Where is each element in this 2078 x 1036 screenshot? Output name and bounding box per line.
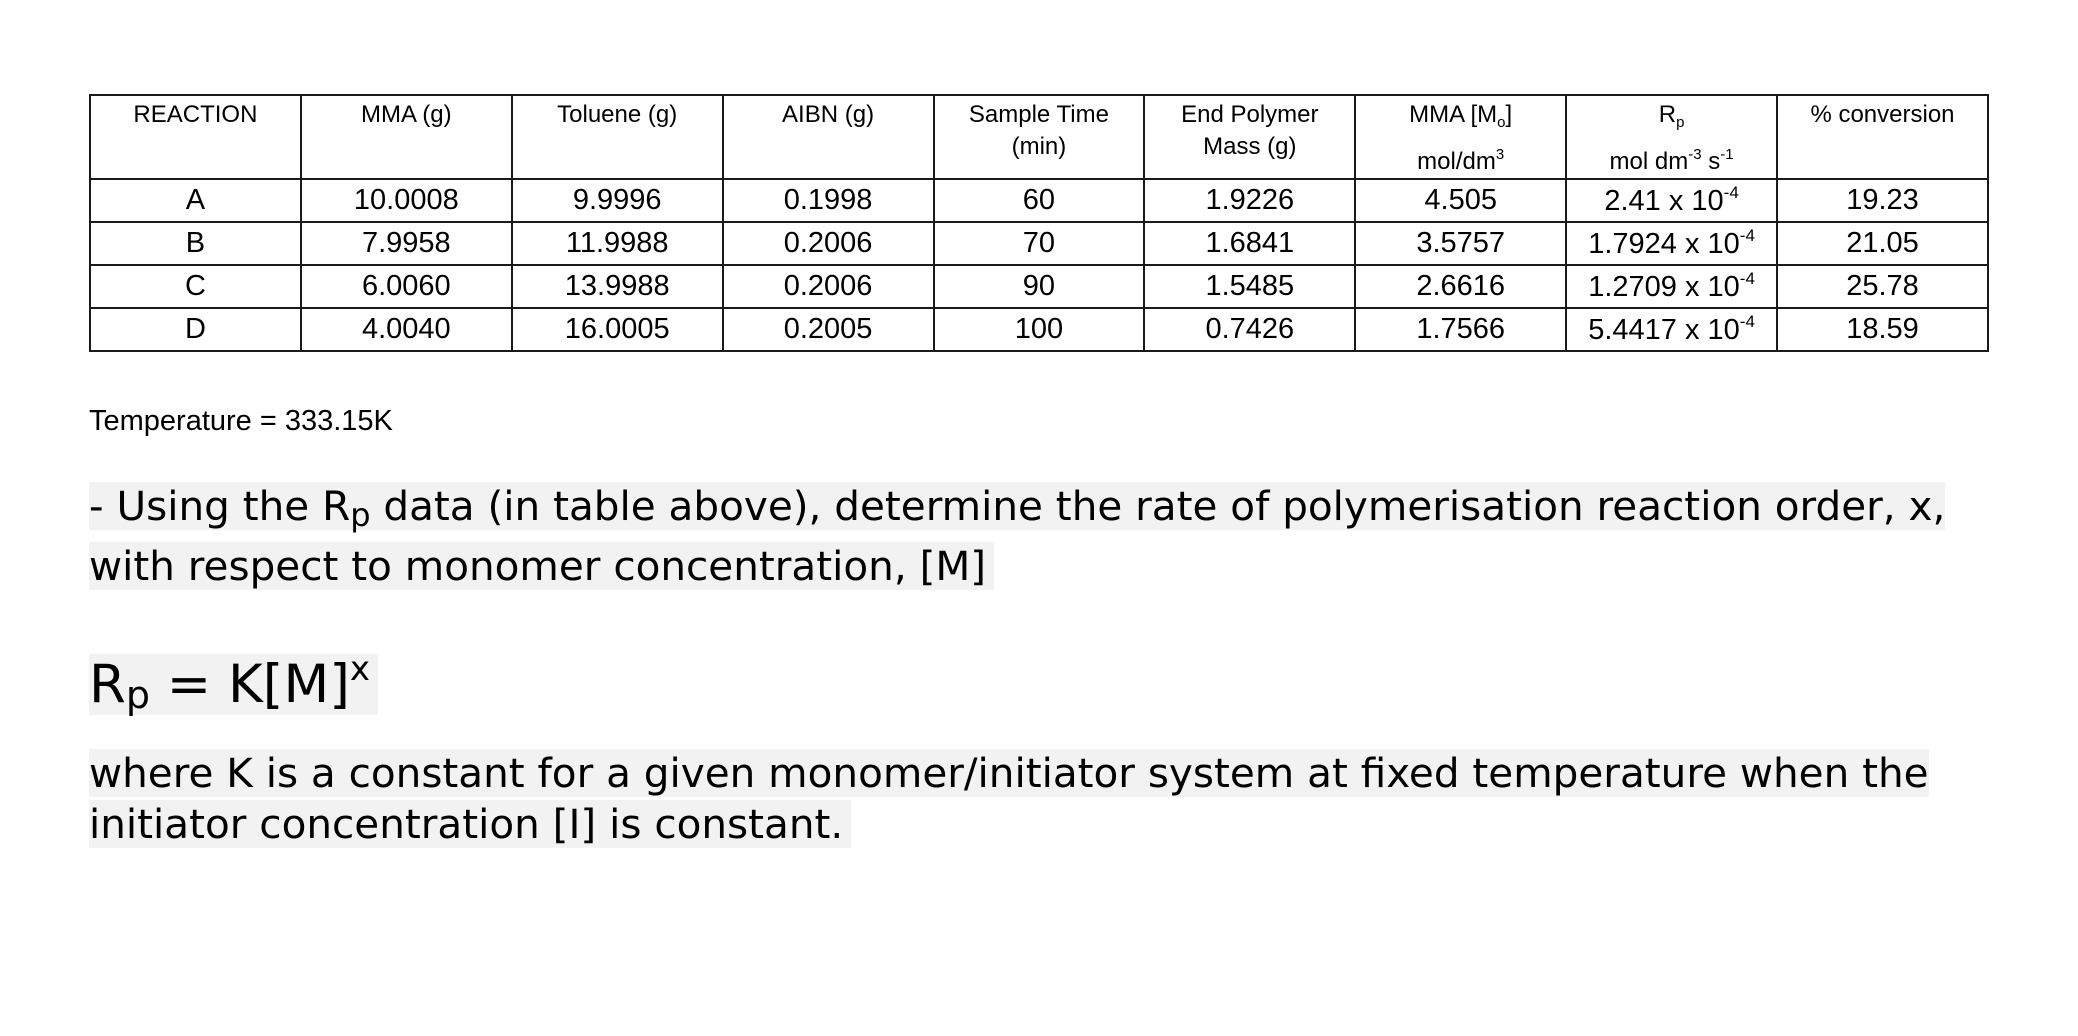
header-sample-time: Sample Time (min) — [934, 95, 1145, 179]
cell-conversion: 19.23 — [1777, 179, 1988, 222]
cell-end-mass: 1.5485 — [1144, 265, 1355, 308]
cell-mma-mass: 4.0040 — [301, 308, 512, 351]
question-text: - Using the Rp data (in table above), determine the rate of polymerisation reaction order, x, with respect to monomer concentration, [M] — [89, 482, 1946, 590]
header-mma-concentration: MMA $[M_o]$ mol/$dm^3$ — [1355, 95, 1566, 179]
header-rp: $R_p$ mol $dm^{-3}$ $s^{-1}$ — [1566, 95, 1777, 179]
header-reaction: REACTION — [90, 95, 301, 179]
cell-rp: 5.4417 x $10^{-4}$ — [1566, 308, 1777, 351]
cell-mma-concentration: 3.5757 — [1355, 222, 1566, 265]
header-conversion: % conversion — [1777, 95, 1988, 179]
table-header-row — [90, 95, 1988, 179]
cell-conversion: 18.59 — [1777, 308, 1988, 351]
header-end-polymer-mass: End Polymer Mass (g) — [1144, 95, 1355, 179]
cell-toluene: 13.9988 — [512, 265, 723, 308]
cell-aibn: 0.1998 — [723, 179, 934, 222]
cell-aibn: 0.2006 — [723, 222, 934, 265]
table-row — [90, 179, 1988, 222]
header-toluene: Toluene (g) — [512, 95, 723, 179]
cell-conversion: 21.05 — [1777, 222, 1988, 265]
cell-end-mass: 1.9226 — [1144, 179, 1355, 222]
cell-sample-time: 70 — [934, 222, 1145, 265]
cell-mma-mass: 10.0008 — [301, 179, 512, 222]
cell-rp: 2.41 x $10^{-4}$ — [1566, 179, 1777, 222]
cell-rp: 1.2709 x $10^{-4}$ — [1566, 265, 1777, 308]
cell-mma-mass: 7.9958 — [301, 222, 512, 265]
cell-mma-concentration: 1.7566 — [1355, 308, 1566, 351]
equation-note: where K is a constant for a given monomer/initiator system at fixed temperature when the initiator concentration [I] is constant. — [89, 749, 1929, 848]
table-row — [90, 222, 1988, 265]
cell-end-mass: 0.7426 — [1144, 308, 1355, 351]
data-table — [89, 94, 1989, 352]
cell-rp: 1.7924 x $10^{-4}$ — [1566, 222, 1777, 265]
header-aibn: AIBN (g) — [723, 95, 934, 179]
cell-reaction: C — [90, 265, 301, 308]
cell-toluene: 11.9988 — [512, 222, 723, 265]
cell-toluene: 9.9996 — [512, 179, 723, 222]
cell-toluene: 16.0005 — [512, 308, 723, 351]
cell-reaction: B — [90, 222, 301, 265]
cell-mma-mass: 6.0060 — [301, 265, 512, 308]
cell-sample-time: 100 — [934, 308, 1145, 351]
cell-aibn: 0.2006 — [723, 265, 934, 308]
cell-sample-time: 90 — [934, 265, 1145, 308]
cell-end-mass: 1.6841 — [1144, 222, 1355, 265]
cell-mma-concentration: 2.6616 — [1355, 265, 1566, 308]
cell-aibn: 0.2005 — [723, 308, 934, 351]
cell-sample-time: 60 — [934, 179, 1145, 222]
cell-reaction: D — [90, 308, 301, 351]
header-mma-mass: MMA (g) — [301, 95, 512, 179]
cell-mma-concentration: 4.505 — [1355, 179, 1566, 222]
rate-equation: $Rp = K[M]^x$ — [89, 636, 378, 728]
table-row — [90, 308, 1988, 351]
cell-reaction: A — [90, 179, 301, 222]
table-row — [90, 265, 1988, 308]
temperature-label: Temperature = 333.15K — [89, 405, 393, 437]
cell-conversion: 25.78 — [1777, 265, 1988, 308]
